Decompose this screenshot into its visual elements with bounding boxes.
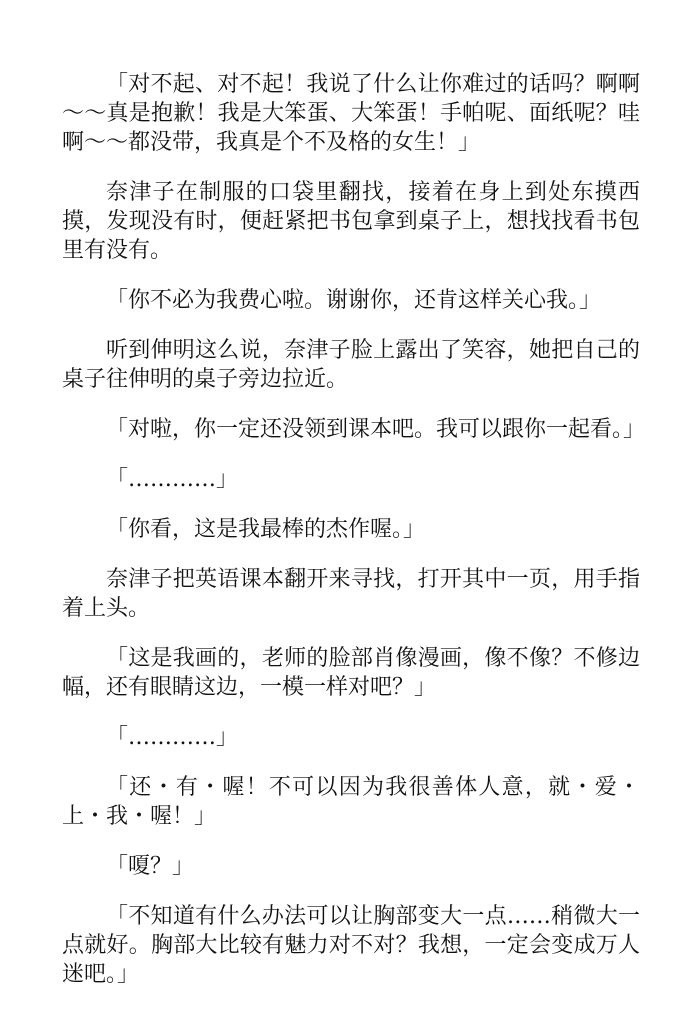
page-text [62, 70, 646, 1010]
paragraph: 「你看，这是我最棒的杰作喔。」 [106, 517, 426, 542]
paragraph: 「这是我画的，老师的脸部肖像漫画，像不像？不修边幅，还有眼睛这边，一模一样对吧？」 [62, 646, 640, 700]
paragraph: 「对不起、对不起！我说了什么让你难过的话吗？啊啊～～真是抱歉！我是大笨蛋、大笨蛋！手帕呢、面纸呢？哇啊～～都没带，我真是个不及格的女生！」 [62, 72, 640, 155]
paragraph: 「对啦，你一定还没领到课本吧。我可以跟你一起看。」 [106, 417, 646, 442]
paragraph: 听到伸明这么说，奈津子脸上露出了笑容，她把自己的桌子往伸明的桌子旁边拉近。 [62, 338, 640, 392]
paragraph: 「嗄？」 [106, 854, 195, 879]
paragraph: 奈津子在制服的口袋里翻找，接着在身上到处东摸西摸，发现没有时，便赶紧把书包拿到桌子上，想找找看书包里有没有。 [62, 180, 640, 263]
paragraph: 「你不必为我费心啦。谢谢你，还肯这样关心我。」 [106, 288, 602, 313]
paragraph: 「…………」 [106, 467, 239, 492]
paragraph: 「不知道有什么办法可以让胸部变大一点……稍微大一点就好。胸部大比较有魅力对不对？我想，一定会变成万人迷吧。」 [62, 904, 640, 987]
paragraph: 「还・有・喔！不可以因为我很善体人意，就・爱・上・我・喔！」 [62, 775, 640, 829]
paragraph: 奈津子把英语课本翻开来寻找，打开其中一页，用手指着上头。 [62, 567, 640, 621]
paragraph: 「…………」 [106, 725, 239, 750]
